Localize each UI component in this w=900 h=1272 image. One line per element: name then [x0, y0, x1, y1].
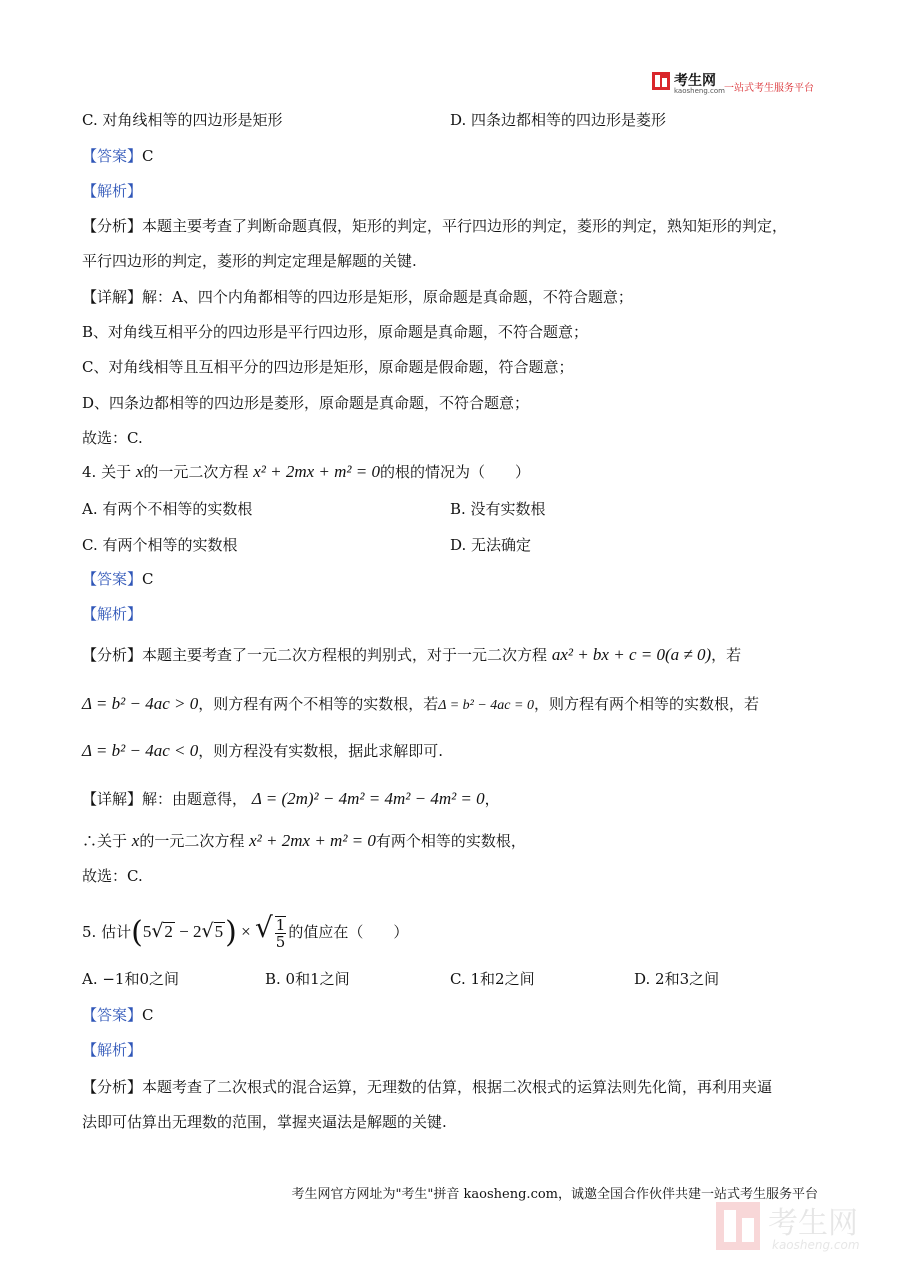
- watermark-domain: kaosheng.com: [772, 1238, 860, 1252]
- fenxi-tag: 【分析】: [82, 217, 143, 235]
- footer-note: 考生网官方网址为"考生"拼音 kaosheng.com，诚邀全国合作伙伴共建一站式考生服务平台: [291, 1187, 818, 1202]
- q4-answer: [82, 569, 154, 589]
- expr-a: 5: [142, 922, 152, 941]
- q4-stem: [82, 462, 530, 482]
- answer-value: C: [142, 1006, 154, 1024]
- comma: ，: [484, 790, 500, 808]
- condition: (a ≠ 0): [664, 645, 712, 664]
- q5-analysis-tag: 【解析】: [82, 1041, 143, 1059]
- logo-mark-icon: [652, 72, 670, 90]
- var-x: x: [131, 831, 140, 850]
- disc-lt: Δ = b² − 4ac < 0: [82, 741, 199, 760]
- equation: x² + 2mx + m² = 0: [253, 462, 380, 481]
- q3-option-c: C. 对角线相等的四边形是矩形: [82, 111, 283, 129]
- xiangjie-tag: 【详解】: [82, 790, 143, 808]
- q4-option-a: A. 有两个不相等的实数根: [82, 500, 253, 518]
- q3-xiangjie-2: B、对角线互相平分的四边形是平行四边形，原命题是真命题，不符合题意；: [82, 323, 589, 341]
- stem-mid: 的一元二次方程: [143, 463, 249, 481]
- fenxi-text: 本题主要考查了一元二次方程根的判别式，对于一元二次方程: [142, 646, 548, 664]
- xiangjie-text: 解：A、四个内角都相等的四边形是矩形，原命题是真命题，不符合题意；: [142, 288, 633, 306]
- answer-value: C: [142, 147, 154, 165]
- q4-fenxi-1: [82, 645, 741, 665]
- q3-analysis-tag: 【解析】: [82, 182, 143, 200]
- calc: Δ = (2m)² − 4m² = 4m² − 4m² = 0: [251, 789, 485, 808]
- q3-answer: [82, 146, 154, 166]
- q3-xiangjie-4: D、四条边都相等的四边形是菱形，原命题是真命题，不符合题意；: [82, 394, 530, 412]
- watermark: [716, 1198, 886, 1258]
- expr-d: 5: [214, 922, 224, 941]
- q4-xiangjie-1: [82, 789, 500, 809]
- q3-xiangjie-3: C、对角线相等且互相平分的四边形是矩形，原命题是假命题，符合题意；: [82, 358, 574, 376]
- q5-option-a: A. −1和0之间: [82, 970, 180, 988]
- q4-option-d: D. 无法确定: [450, 536, 532, 554]
- disc-gt: Δ = b² − 4ac > 0: [82, 694, 199, 713]
- header-logo: [652, 72, 822, 98]
- stem-pre: 5. 估计: [82, 923, 132, 941]
- fenxi-end: ，若: [711, 646, 742, 664]
- stem-post: 的根的情况为（ ）: [379, 463, 530, 481]
- frac-den: 5: [275, 933, 286, 951]
- q4-therefore: [82, 831, 526, 851]
- watermark-logo-icon: [716, 1202, 760, 1250]
- q4-fenxi-2: [82, 694, 759, 716]
- paren-close: ): [225, 915, 237, 950]
- answer-tag: 【答案】: [82, 147, 143, 165]
- fenxi-end: ，则方程没有实数根，据此求解即可.: [198, 742, 444, 760]
- fenxi-text: 本题考查了二次根式的混合运算，无理数的估算，根据二次根式的运算法则先化简，再利用夹逼: [142, 1078, 773, 1096]
- therefore-mid: 的一元二次方程: [139, 832, 245, 850]
- q4-option-c: C. 有两个相等的实数根: [82, 536, 238, 554]
- q5-answer: [82, 1005, 154, 1025]
- logo-slogan: 一站式考生服务平台: [724, 83, 814, 94]
- q3-fenxi-2: 平行四边形的判定，菱形的判定定理是解题的关键.: [82, 252, 417, 270]
- xiangjie-tag: 【详解】: [82, 288, 143, 306]
- q3-xiangjie-1: [82, 287, 633, 307]
- therefore-pre: ∴关于: [82, 832, 128, 850]
- q5-fenxi-2: 法即可估算出无理数的范围，掌握夹逼法是解题的关键.: [82, 1113, 447, 1131]
- xiangjie-text: 解：由题意得，: [142, 790, 248, 808]
- general-equation: ax² + bx + c = 0: [551, 645, 665, 664]
- frac-num: 1: [275, 916, 286, 934]
- q4-choice: 故选：C.: [82, 867, 143, 885]
- q3-fenxi-1: [82, 216, 787, 236]
- radical-icon: √: [151, 920, 164, 942]
- logo-domain: kaosheng.com: [674, 87, 725, 95]
- q3-choice: 故选：C.: [82, 429, 143, 447]
- q3-option-d: D. 四条边都相等的四边形是菱形: [450, 111, 667, 129]
- answer-tag: 【答案】: [82, 570, 143, 588]
- fenxi-tag: 【分析】: [82, 646, 143, 664]
- times: ×: [236, 922, 255, 941]
- watermark-name: 考生网: [768, 1206, 858, 1241]
- fraction: [275, 916, 287, 950]
- q5-fenxi-1: [82, 1077, 772, 1097]
- fenxi-mid: ，则方程有两个不相等的实数根，若: [198, 695, 439, 713]
- q4-analysis-tag: 【解析】: [82, 605, 143, 623]
- logo-name: 考生网: [674, 73, 716, 89]
- answer-tag: 【答案】: [82, 1006, 143, 1024]
- radical-icon: √: [254, 911, 273, 944]
- q4-option-b: B. 没有实数根: [450, 500, 546, 518]
- radical-icon: √: [201, 920, 214, 942]
- expr-c: − 2: [174, 922, 202, 941]
- q5-option-c: C. 1和2之间: [450, 970, 535, 988]
- stem-post: 的值应在（ ）: [288, 923, 409, 941]
- stem-pre: 4. 关于: [82, 463, 132, 481]
- q5-option-d: D. 2和3之间: [634, 970, 720, 988]
- fenxi-end: ，则方程有两个相等的实数根，若: [533, 695, 759, 713]
- q5-stem: [82, 908, 408, 953]
- answer-value: C: [142, 570, 154, 588]
- q4-fenxi-3: [82, 741, 443, 761]
- disc-eq: Δ = b² − 4ac = 0: [438, 698, 534, 713]
- equation: x² + 2mx + m² = 0: [249, 831, 376, 850]
- fenxi-tag: 【分析】: [82, 1078, 143, 1096]
- fenxi-text: 本题主要考查了判断命题真假，矩形的判定，平行四边形的判定，菱形的判定，熟知矩形的判定，: [142, 217, 788, 235]
- expr-b: 2: [164, 922, 173, 941]
- therefore-post: 有两个相等的实数根，: [375, 832, 526, 850]
- var-x: x: [135, 462, 144, 481]
- q5-option-b: B. 0和1之间: [265, 970, 350, 988]
- paren-open: (: [131, 915, 143, 950]
